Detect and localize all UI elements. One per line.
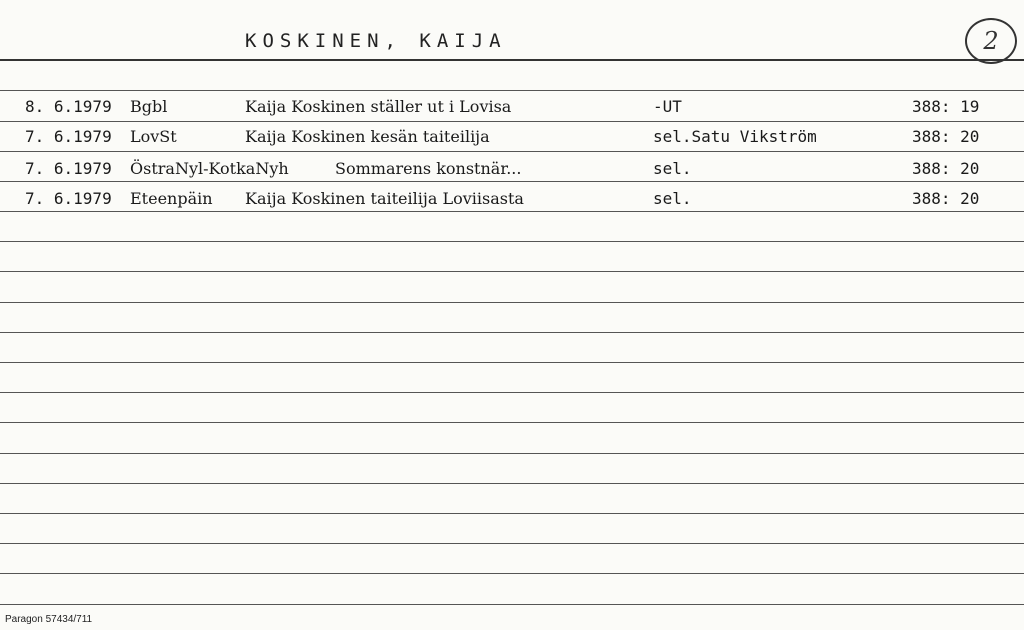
- entry-date: 8. 6.1979: [25, 97, 112, 116]
- entry-ref: 388: 20: [912, 127, 980, 146]
- entry-title: Kaija Koskinen ställer ut i Lovisa: [245, 97, 512, 116]
- card-number: 2: [983, 27, 999, 55]
- ruled-line: [0, 362, 1024, 363]
- ruled-line: [0, 453, 1024, 454]
- ruled-line: [0, 241, 1024, 242]
- entry-note: sel.Satu Vikström: [653, 127, 817, 146]
- entry-row: [0, 184, 1024, 214]
- entry-note: sel.: [653, 159, 692, 178]
- entry-title: Kaija Koskinen taiteilija Loviisasta: [245, 189, 524, 208]
- entry-title: Kaija Koskinen kesän taiteilija: [245, 127, 490, 146]
- ruled-line: [0, 332, 1024, 333]
- entry-ref: 388: 20: [912, 159, 980, 178]
- ruled-line: [0, 422, 1024, 423]
- entry-note: -UT: [653, 97, 682, 116]
- entry-row: [0, 122, 1024, 152]
- card-footer: Paragon 57434/711: [5, 614, 93, 625]
- ruled-line: [0, 543, 1024, 544]
- ruled-line: [0, 302, 1024, 303]
- ruled-line: [0, 90, 1024, 91]
- entry-row: [0, 154, 1024, 184]
- ruled-line: [0, 271, 1024, 272]
- entry-note: sel.: [653, 189, 692, 208]
- ruled-line: [0, 513, 1024, 514]
- entry-date: 7. 6.1979: [25, 127, 112, 146]
- ruled-line: [0, 573, 1024, 574]
- entry-row: [0, 92, 1024, 122]
- entry-date: 7. 6.1979: [25, 189, 112, 208]
- card-title: KOSKINEN, KAIJA: [245, 30, 507, 52]
- entry-source: ÖstraNyl-KotkaNyh: [130, 159, 289, 178]
- ruled-line: [0, 392, 1024, 393]
- entry-title: Sommarens konstnär...: [335, 159, 522, 178]
- entry-source: Bgbl: [130, 97, 168, 116]
- ruled-line: [0, 604, 1024, 605]
- ruled-line: [0, 483, 1024, 484]
- entry-ref: 388: 19: [912, 97, 980, 116]
- header-rule: [0, 59, 1024, 61]
- card-number-circle: [965, 18, 1017, 64]
- entry-date: 7. 6.1979: [25, 159, 112, 178]
- entry-source: Eteenpäin: [130, 189, 213, 208]
- entry-ref: 388: 20: [912, 189, 980, 208]
- entry-source: LovSt: [130, 127, 177, 146]
